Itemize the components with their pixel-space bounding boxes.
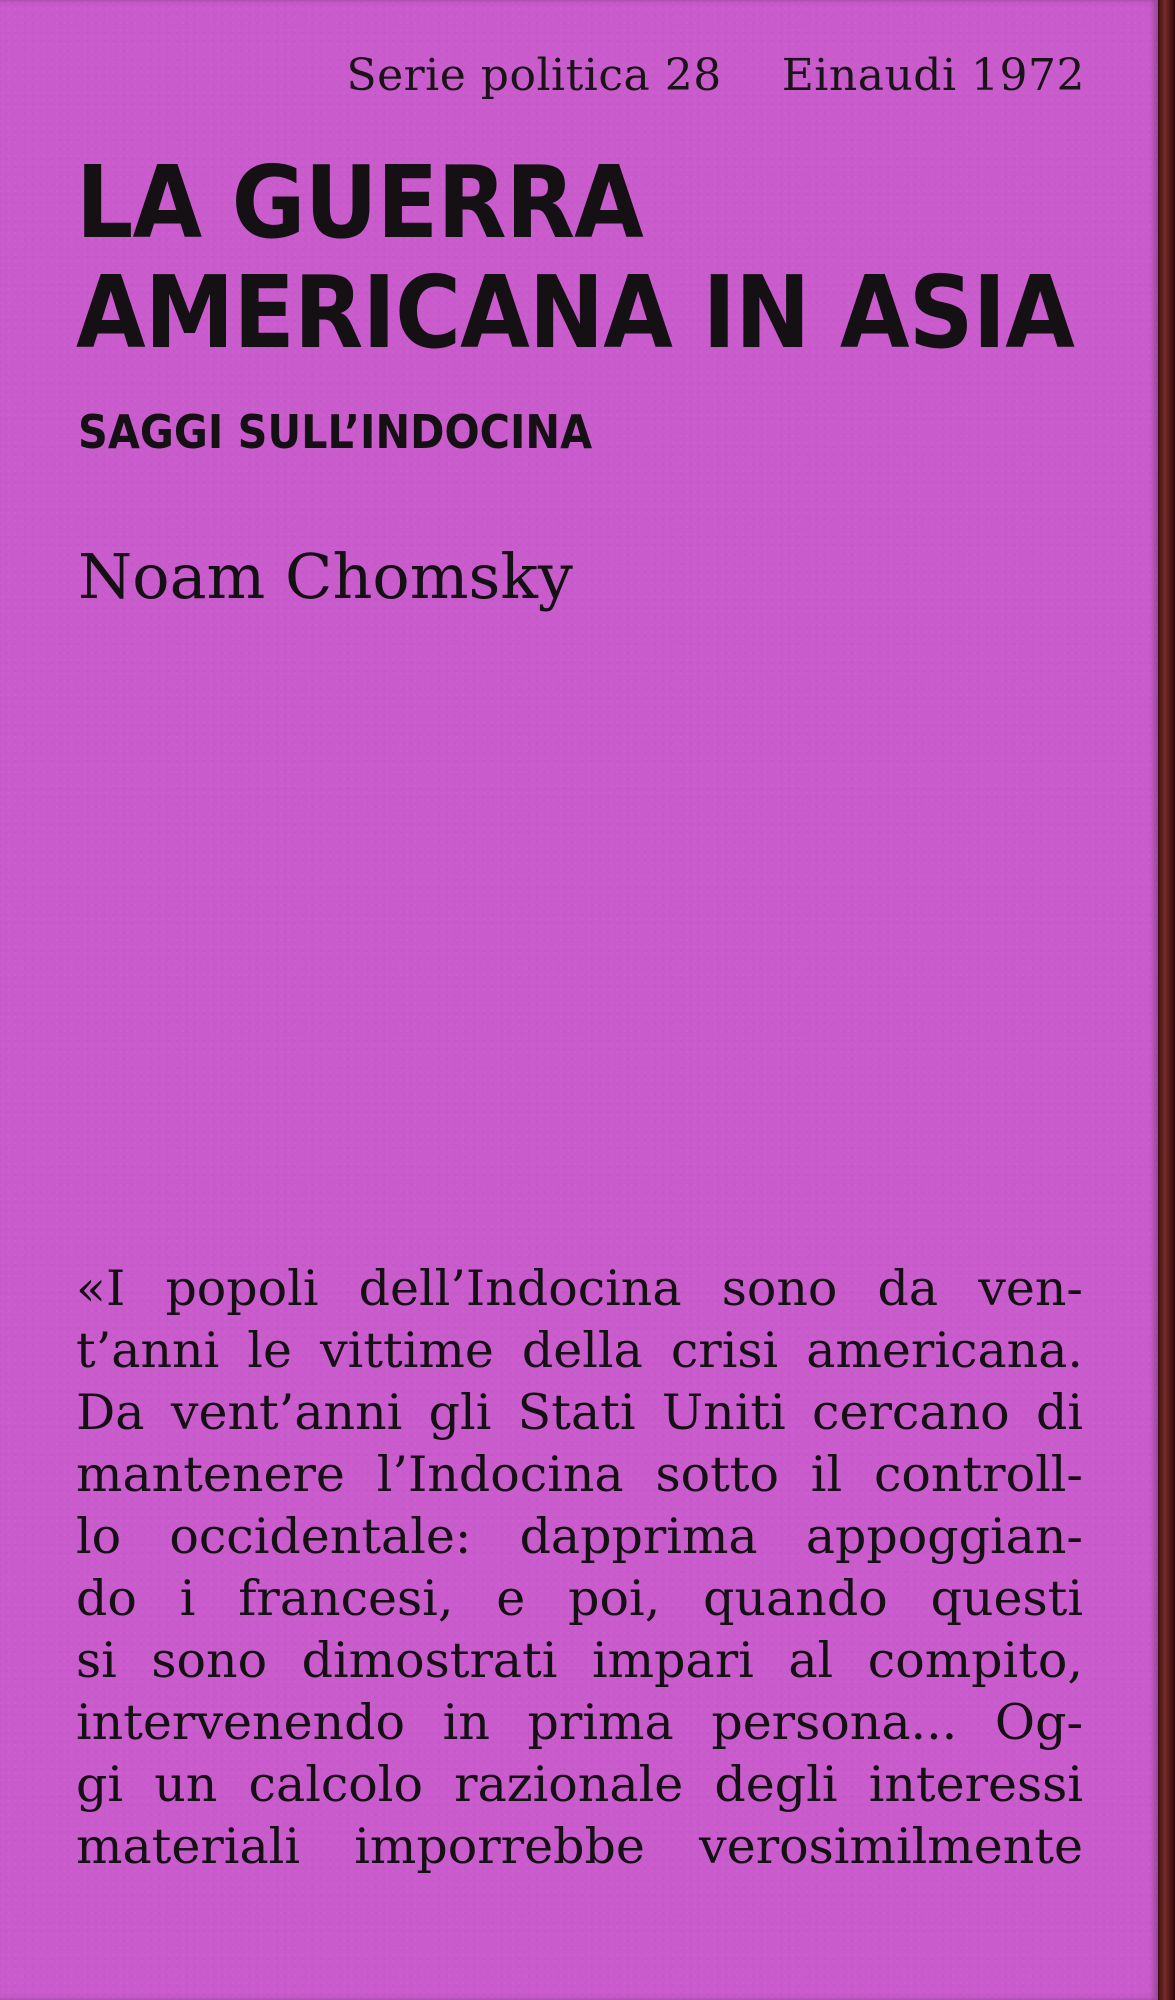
blurb-line: gi un calcolo razionale degli interessi bbox=[76, 1756, 1083, 1813]
book-title-line-2: AMERICANA IN ASIA bbox=[76, 254, 1074, 371]
book-subtitle: SAGGI SULL’INDOCINA bbox=[78, 405, 593, 459]
blurb-text bbox=[76, 1258, 1083, 1878]
series-label: Serie politica 28 bbox=[346, 50, 722, 101]
blurb-line: t’anni le vittime della crisi americana. bbox=[76, 1322, 1083, 1379]
blurb-line: do i francesi, e poi, quando questi bbox=[76, 1570, 1083, 1627]
author-name: Noam Chomsky bbox=[78, 540, 573, 613]
blurb-line: «I popoli dell’Indocina sono da ven- bbox=[76, 1260, 1083, 1317]
book-title bbox=[76, 144, 1074, 371]
page-edge bbox=[1158, 0, 1175, 2000]
blurb-line: mantenere l’Indocina sotto il controll- bbox=[76, 1446, 1083, 1503]
series-publisher-line bbox=[0, 50, 1085, 101]
blurb-line: Da vent’anni gli Stati Uniti cercano di bbox=[76, 1384, 1083, 1441]
book-title-line-1: LA GUERRA bbox=[76, 144, 643, 261]
publisher-year: Einaudi 1972 bbox=[781, 50, 1085, 101]
blurb-line: intervenendo in prima persona... Og- bbox=[76, 1694, 1083, 1751]
blurb-line: lo occidentale: dapprima appoggian- bbox=[76, 1508, 1083, 1565]
blurb-line: si sono dimostrati impari al compito, bbox=[76, 1632, 1083, 1689]
blurb-line: materiali imporrebbe verosimilmente bbox=[76, 1818, 1083, 1875]
